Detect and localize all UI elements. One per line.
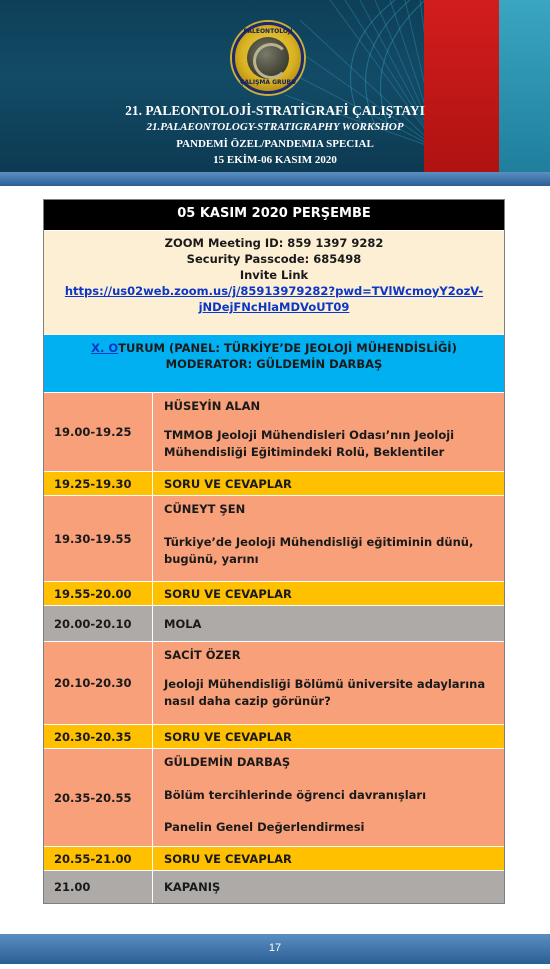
talk-cell <box>152 496 504 581</box>
header-banner <box>0 0 550 172</box>
time-slot: 20.35-20.55 <box>54 790 132 805</box>
zoom-passcode: Security Passcode: 685498 <box>186 252 362 266</box>
talk-topic: TMMOB Jeoloji Mühendisleri Odası’nın Jeoloji Mühendisliği Eğitimindeki Rolü, Beklentiler <box>164 428 455 459</box>
speaker-name: CÜNEYT ŞEN <box>164 502 246 516</box>
schedule-row <box>44 392 504 471</box>
speaker-name: GÜLDEMİN DARBAŞ <box>164 755 291 769</box>
invite-link-label: Invite Link <box>239 268 309 282</box>
schedule-row <box>44 724 504 748</box>
talk-topic-2: Panelin Genel Değerlendirmesi <box>164 820 365 834</box>
session-label: SORU VE CEVAPLAR <box>164 729 292 744</box>
day-title: 05 KASIM 2020 PERŞEMBE <box>177 206 371 221</box>
talk-topic: Jeoloji Mühendisliği Bölümü üniversite adaylarına nasıl daha cazip görünür? <box>164 677 486 708</box>
workshop-special: PANDEMİ ÖZEL/PANDEMIA SPECIAL <box>176 138 374 150</box>
day-title-row <box>44 200 504 230</box>
talk-cell <box>152 393 504 471</box>
talk-cell <box>152 749 504 846</box>
time-slot: 19.55-20.00 <box>54 586 132 601</box>
session-label: SORU VE CEVAPLAR <box>164 851 292 866</box>
talk-cell <box>152 642 504 724</box>
session-link[interactable]: X. O <box>91 341 119 355</box>
schedule-row <box>44 748 504 846</box>
time-slot: 19.30-19.55 <box>54 531 132 546</box>
zoom-meeting-id: ZOOM Meeting ID: 859 1397 9282 <box>164 236 384 250</box>
schedule-table <box>43 199 505 904</box>
time-slot: 20.00-20.10 <box>54 616 132 631</box>
time-slot: 20.30-20.35 <box>54 729 132 744</box>
ammonite-spiral <box>253 43 289 79</box>
schedule-row <box>44 605 504 641</box>
schedule-row <box>44 581 504 605</box>
logo-text-bottom: ÇALIŞMA GRUBU <box>240 79 296 86</box>
schedule-row <box>44 471 504 495</box>
session-label: SORU VE CEVAPLAR <box>164 586 292 601</box>
moderator: MODERATOR: GÜLDEMİN DARBAŞ <box>165 357 383 371</box>
workshop-logo <box>232 22 304 94</box>
session-title <box>44 340 504 356</box>
schedule-row <box>44 870 504 903</box>
session-label: MOLA <box>164 616 202 631</box>
speaker-name: HÜSEYİN ALAN <box>164 399 261 413</box>
header-strip <box>0 172 550 186</box>
time-slot: 21.00 <box>54 880 91 894</box>
zoom-invite-link-line2[interactable]: jNDejFNcHlaMDVoUT09 <box>198 300 350 314</box>
zoom-invite-link-line1[interactable]: https://us02web.zoom.us/j/85913979282?pwd=TVlWcmoyY2ozV- <box>64 284 484 298</box>
workshop-title-en: 21.PALAEONTOLOGY-STRATIGRAPHY WORKSHOP <box>146 121 404 133</box>
panel-header-row <box>44 334 504 392</box>
time-slot: 20.55-21.00 <box>54 851 132 866</box>
session-title-rest: TURUM (PANEL: TÜRKİYE’DE JEOLOJİ MÜHENDİSLİĞİ) <box>118 341 457 355</box>
workshop-title-tr: 21. PALEONTOLOJİ-STRATİGRAFİ ÇALIŞTAYI <box>125 103 425 118</box>
page-number: 17 <box>268 942 282 954</box>
session-label: KAPANIŞ <box>164 880 221 894</box>
time-slot: 20.10-20.30 <box>54 676 132 690</box>
workshop-dates: 15 EKİM-06 KASIM 2020 <box>213 154 337 166</box>
schedule-row <box>44 641 504 724</box>
speaker-name: SACİT ÖZER <box>164 648 241 662</box>
footer-bar <box>0 934 550 964</box>
time-slot: 19.25-19.30 <box>54 476 132 491</box>
talk-topic: Bölüm tercihlerinde öğrenci davranışları <box>164 788 427 802</box>
zoom-info-row <box>44 230 504 334</box>
session-label: SORU VE CEVAPLAR <box>164 476 292 491</box>
talk-topic: Türkiye’de Jeoloji Mühendisliği eğitiminin dünü, bugünü, yarını <box>164 535 474 566</box>
schedule-row <box>44 495 504 581</box>
time-slot: 19.00-19.25 <box>54 425 132 439</box>
logo-text-top: PALEONTOLOJİ <box>243 28 293 35</box>
schedule-row <box>44 846 504 870</box>
